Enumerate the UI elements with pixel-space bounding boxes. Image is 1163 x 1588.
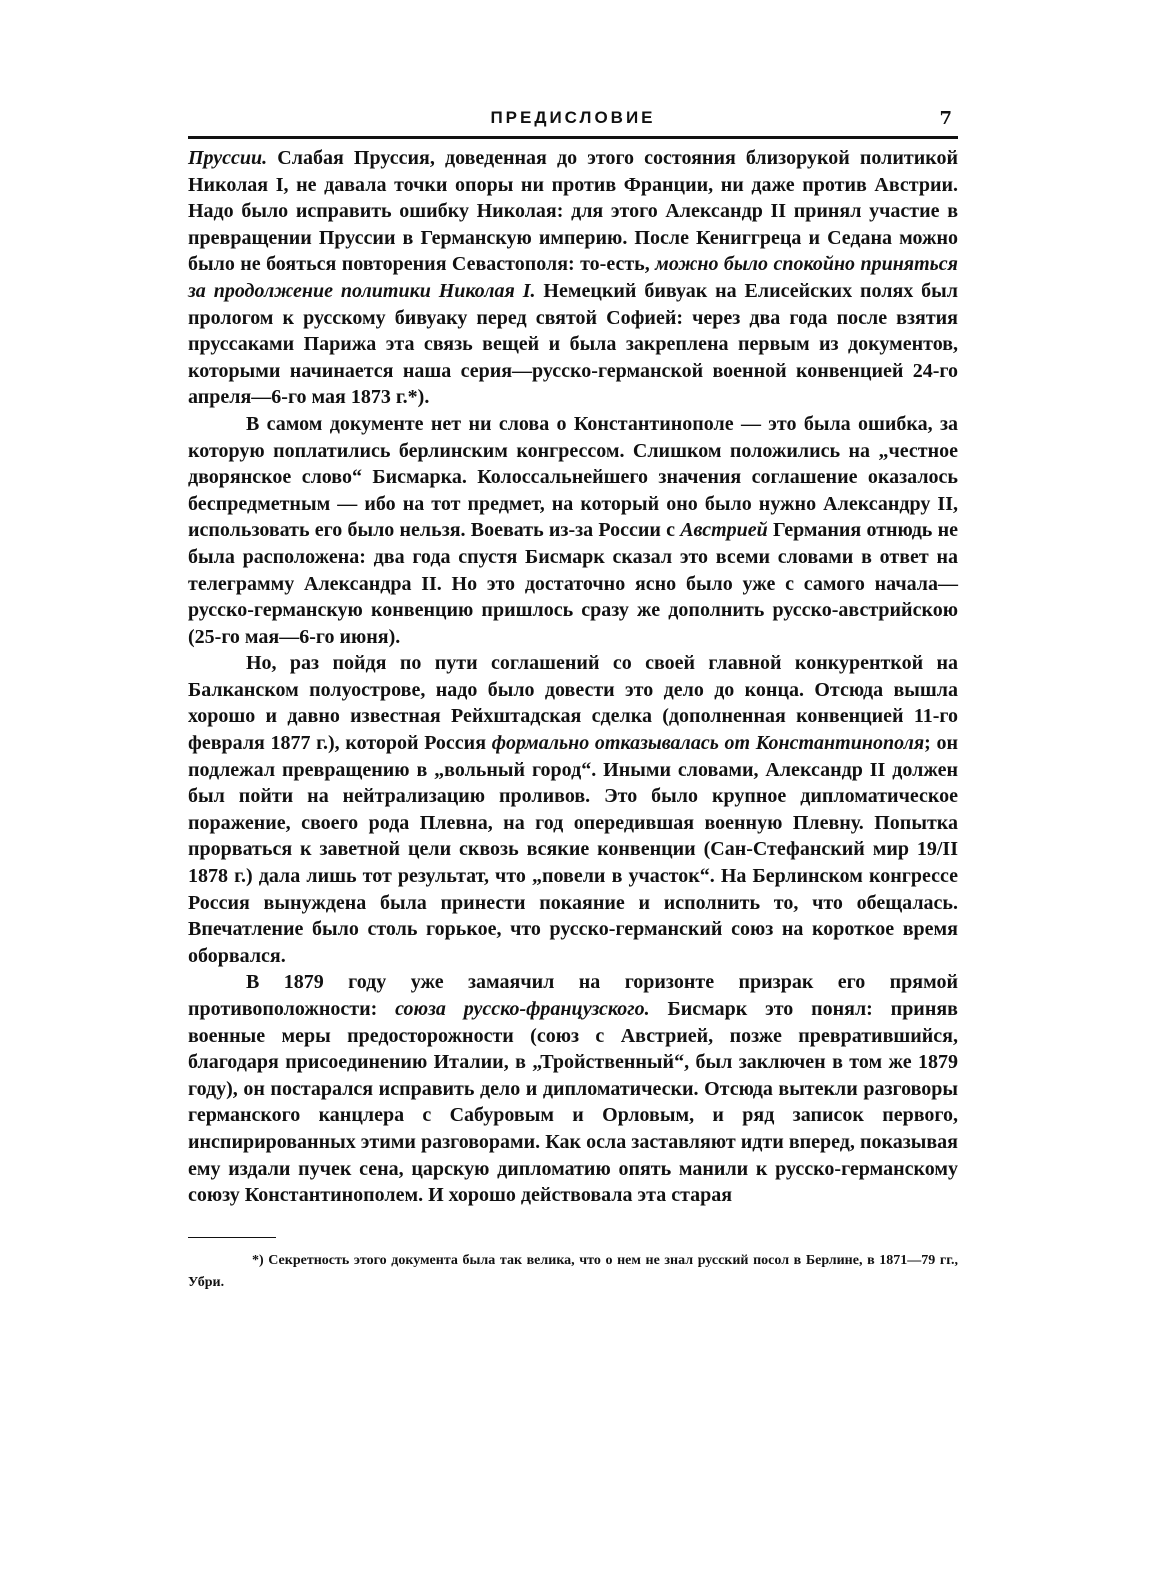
- text-segment: союза русско-французского.: [395, 998, 650, 1020]
- text-segment: Бисмарк это понял: приняв военные меры предосторожности (союз с Австрией, позже превратившийся, благодаря присоединению Италии, в „Тройственный“, был заключен в том же 1879 году), он постарался исправить дело и дипломатически. Отсюда вытекли разговоры германского канцлера с Сабуровым и Орловым, и ряд записок первого, инспирированных этими разговорами. Как осла заставляют идти вперед, показывая ему издали пучек сена, царскую дипломатию опять манили к русско-германскому союзу Константинополем. И хорошо действовала эта старая: [188, 998, 958, 1207]
- footnote: *) Секретность этого документа была так велика, что о нем не знал русский посол в Берлине, в 1871—79 гг., Убри.: [188, 1252, 958, 1290]
- paragraph-1: [188, 145, 958, 411]
- text-segment: ; он подлежал превращению в „вольный город“. Иными словами, Александр II должен был пойти на нейтрализацию проливов. Это было крупное дипломатическое поражение, своего рода Плевна, на год опередившая военную Плевну. Попытка прорваться к заветной цели сквозь всякие конвенции (Сан-Стефанский мир 19/II 1878 г.) дала лишь тот результат, что „повели в участок“. На Берлинском конгрессе Россия вынуждена была принести покаяние и исполнить то, что обещалась. Впечатление было столь горькое, что русско-германский союз на короткое время оборвался.: [188, 732, 958, 967]
- header-rule: [188, 136, 958, 139]
- page-number: 7: [939, 108, 952, 129]
- text-segment: можно было спокойно приняться за продолжение политики Николая I.: [188, 253, 958, 302]
- paragraph-3: [188, 650, 958, 969]
- main-text: [188, 145, 958, 1209]
- paragraph-2: [188, 411, 958, 650]
- book-page: [188, 106, 958, 1294]
- page-header: [188, 106, 958, 132]
- text-segment: Пруссии.: [188, 147, 268, 169]
- text-segment: В 1879 году уже замаячил на горизонте призрак его прямой противоположности:: [188, 971, 958, 1020]
- text-segment: формально отказывалась от Константинополя: [491, 732, 925, 755]
- paragraph-4: [188, 969, 958, 1208]
- text-segment: Немецкий бивуак на Елисейских полях был прологом к русскому бивуаку перед святой Софией: через два года после взятия пруссаками Парижа эта связь вещей и была закреплена первым из документов, которыми начинается наша серия—русско-германской военной конвенцией 24-го апреля—6-го мая 1873 г.*).: [188, 279, 958, 409]
- running-title: ПРЕДИСЛОВИЕ: [490, 108, 656, 127]
- text-segment: Германия отнюдь не была расположена: два года спустя Бисмарк сказал это всеми словами в ответ на телеграмму Александра II. Но это достаточно ясно было уже с самого начала—русско-германскую конвенцию пришлось сразу же дополнить русско-австрийскою (25-го мая—6-го июня).: [188, 519, 958, 648]
- footnote-rule: [188, 1237, 276, 1238]
- text-segment: Австрией: [680, 519, 768, 542]
- text-segment: Но, раз пойдя по пути соглашений со своей главной конкуренткой на Балканском полуострове, надо было довести это дело до конца. Отсюда вышла хорошо и давно известная Рейхштадская сделка (дополненная конвенцией 11-го февраля 1877 г.), которой Россия: [188, 652, 958, 755]
- text-segment: Слабая Пруссия, доведенная до этого состояния близорукой политикой Николая I, не давала точки опоры ни против Франции, ни даже против Австрии. Надо было исправить ошибку Николая: для этого Александр II принял участие в превращении Пруссии в Германскую империю. После Кениггреца и Седана можно было не бояться повторения Севастополя: то-есть,: [188, 147, 958, 276]
- text-segment: В самом документе нет ни слова о Константинополе — это была ошибка, за которую поплатились берлинским конгрессом. Слишком положились на „честное дворянское слово“ Бисмарка. Колоссальнейшего значения соглашение оказалось беспредметным — ибо на тот предмет, на который оно было нужно Александру II, использовать его было нельзя. Воевать из-за России с: [188, 412, 958, 542]
